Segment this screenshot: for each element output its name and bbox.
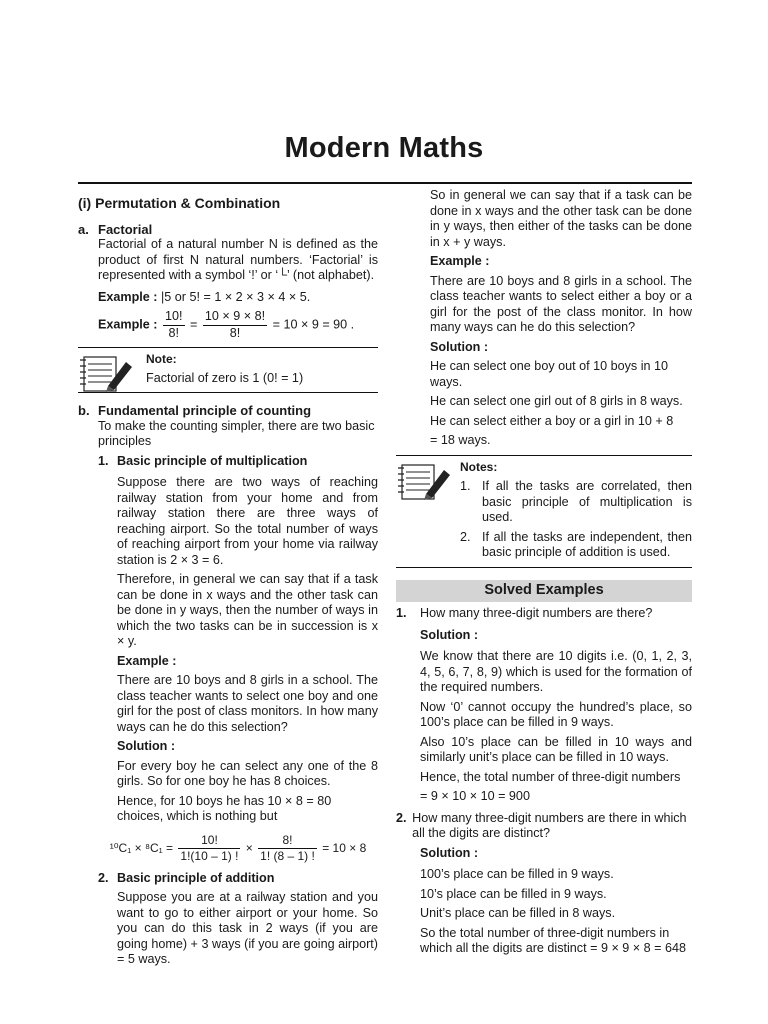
solution-line: = 18 ways. (430, 433, 491, 447)
example-text: There are 10 boys and 8 girls in a school. The class teacher wants to select either a boy or a girl for the post of the class monitor. In how many ways can he do this selection? (430, 273, 692, 334)
multiplication-para-1: Suppose there are two ways of reaching railway station from your home and from railway station there are three ways of reaching airport. So the total number of ways of reaching airport from your home via railway station is 2 × 3 = 6. (117, 475, 378, 567)
example-label: Example : (430, 254, 490, 268)
question-2: 2. How many three-digit numbers are there in which all the digits are distinct? (396, 810, 687, 840)
solution-label: Solution : (420, 845, 479, 860)
question-1: 1. How many three-digit numbers are there? (396, 606, 653, 620)
fraction: $\frac{10 \times 9 \times 8!}{8!}$ (204, 309, 266, 340)
solution-line: He can select one girl out of 8 girls in 8 ways. (430, 394, 683, 408)
notes-box (396, 455, 692, 568)
question-2-solution: 100’s place can be filled in 9 ways. 10’s place can be filled in 9 ways. Unit’s place can be filled in 8 ways. So the total number of three-digit numbers in which all the digits are distinct = 9 × 9 × 8 = 648 (420, 867, 687, 955)
notepad-pencil-icon (78, 354, 134, 394)
counting-heading: b. Fundamental principle of counting (78, 403, 312, 418)
solution-label: Solution : (117, 739, 176, 753)
note-title: Note: (146, 352, 177, 366)
solution-para-2: Hence, for 10 boys he has 10 × 8 = 80 choices, which is nothing but (117, 793, 332, 823)
solution-label: Solution : (420, 627, 479, 642)
multiplication-para-2: Therefore, in general we can say that if a task can be done in x ways and the other task can be done in y ways, then the number of ways in which the two tasks can be in succession is x × y. (117, 572, 378, 648)
solution-lines (430, 359, 692, 449)
addition-para-1: Suppose you are at a railway station and you want to go to either airport or your home. So you can do this task in 2 ways (if you are going home) + 3 ways (if you are going airport) = 5 ways. (117, 890, 378, 966)
notes-item: 2. If all the tasks are independent, then basic principle of addition is used. (460, 529, 692, 559)
title-rule (78, 182, 692, 184)
solution-line: He can select one boy out of 10 boys in 10 ways. (430, 359, 669, 389)
factorial-text: Factorial of a natural number N is defined as the product of first N natural numbers. ‘Factorial’ is represented with a symbol ‘!’ or ‘└’ (not alphabet). (98, 237, 378, 282)
page-title: Modern Maths (284, 132, 484, 164)
factorial-heading: a. Factorial (78, 221, 153, 237)
notes-title: Notes: (460, 459, 498, 474)
counting-intro: To make the counting simpler, there are two basic principles (98, 418, 375, 448)
solution-para-1: For every boy he can select any one of the 8 girls. So for one boy he has 8 choices. (117, 758, 378, 788)
notepad-pencil-icon (396, 462, 452, 502)
note-box (78, 347, 378, 393)
question-1-solution: We know that there are 10 digits i.e. (0, 1, 2, 3, 4, 5, 6, 7, 8, 9) which is used for the formation of the required numbers. Now ‘0’ cannot occupy the hundred’s place, so 100’s place can be filled in 9 ways. Also 10’s place can be filled in 10 ways and similarly unit’s place can be filled in 10 ways. Hence, the total number of three-digit numbers = 9 × 10 × 10 = 900 (420, 649, 692, 803)
solution-label: Solution : (430, 339, 489, 354)
fraction: $\frac{10!}{1!(10 - 1) !}$ (180, 832, 239, 863)
factorial-example-1: Example : |5 or 5! = 1 × 2 × 3 × 4 × 5. (98, 289, 311, 304)
solved-examples-header: Solved Examples (396, 580, 692, 603)
note-text: Factorial of zero is 1 (0! = 1) (146, 370, 304, 385)
fraction: $\frac{10!}{8!}$ (165, 309, 183, 340)
factorial-example-2: Example : $\frac{10!}{8!}$ = $\frac{10 \times 9 \times 8!}{8!}$ = 10 × 9 = 90 . (98, 309, 355, 340)
fraction: $\frac{8!}{1! (8 - 1) !}$ (260, 832, 315, 863)
right-column (396, 188, 692, 957)
example-text: There are 10 boys and 8 girls in a school. The class teacher wants to select one boy and one girl for the post of class monitors. In how many ways can he do this selection? (117, 673, 378, 734)
solution-line: He can select either a boy or a girl in 10 + 8 (430, 413, 674, 428)
example-label: Example : (117, 653, 177, 668)
multiplication-heading: 1. Basic principle of multiplication (98, 453, 308, 468)
left-column (78, 188, 378, 968)
notes-item: 1. If all the tasks are correlated, then basic principle of multiplication is used. (460, 479, 692, 524)
combination-formula: ¹⁰C₁ × ⁸C₁ = $\frac{10!}{1!(10 - 1) !}$ × $\frac{8!}{1! (8 - 1) !}$ = 10 × 8 (109, 832, 367, 863)
section-title: (i) Permutation & Combination (78, 195, 281, 211)
addition-para-2: So in general we can say that if a task can be done in x ways and the other task can be done in y ways, then either of the tasks can be done in x + y ways. (430, 188, 692, 249)
addition-heading: 2. Basic principle of addition (98, 870, 275, 885)
